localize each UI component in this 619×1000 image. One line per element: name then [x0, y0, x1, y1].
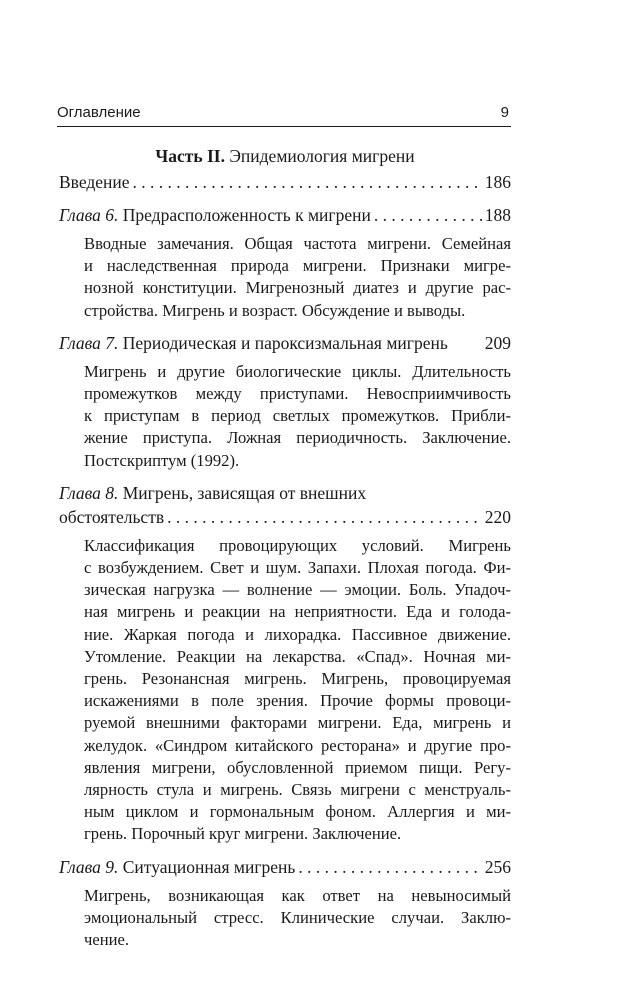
chapter-8: [59, 481, 511, 846]
chapter-title: Ситуационная мигрень: [122, 856, 296, 877]
summary-line: ным циклом и гормональным фоном. Аллергия и ми-: [84, 802, 511, 822]
running-head-title: Оглавление: [57, 104, 141, 121]
part-heading: [59, 144, 511, 168]
chapter-summary: [84, 361, 511, 472]
summary-line: жение приступа. Ложная периодичность. Заключение.: [84, 428, 511, 448]
chapter-9: [59, 855, 511, 952]
summary-line: грень. Резонансная мигрень. Мигрень, провоцируемая: [84, 669, 511, 689]
summary-line: стройства. Мигрень и возраст. Обсуждение и выводы.: [84, 300, 466, 320]
summary-line: руемой внешними факторами мигрени. Еда, мигрень и: [84, 713, 511, 733]
chapter-7: [59, 331, 511, 472]
toc-entry-chapter-6[interactable]: [59, 203, 511, 227]
summary-line: нозной конституции. Мигренозный диатез и другие рас-: [84, 278, 511, 298]
summary-line: ние. Жаркая погода и лихорадка. Пассивное движение.: [84, 624, 511, 644]
part-label: Часть II.: [155, 146, 225, 166]
summary-line: Вводные замечания. Общая частота мигрени. Семейная: [84, 234, 511, 253]
chapter-title: Мигрень, зависящая от внешних: [122, 482, 367, 503]
toc-entry-title: Введение: [59, 172, 130, 192]
toc-entry-intro[interactable]: [59, 170, 511, 194]
dot-leader: [133, 170, 482, 194]
dot-leader: [298, 855, 481, 879]
toc-entry-chapter-7[interactable]: [59, 331, 511, 355]
toc-entry-page: 186: [484, 172, 511, 192]
summary-line: искажениями в поле зрения. Прочие формы провоци-: [84, 691, 511, 711]
summary-line: ная мигрень и реакции на неприятности. Еда и голода-: [84, 602, 511, 622]
summary-line: и наследственная природа мигрени. Признаки мигре-: [84, 256, 511, 276]
chapter-label: Глава 6.: [59, 205, 119, 225]
chapter-page: 220: [484, 506, 511, 527]
chapter-page: 256: [484, 856, 511, 877]
chapter-label: Глава 7.: [59, 332, 119, 353]
page-number: 9: [500, 104, 509, 121]
toc-entry-chapter-8-line1[interactable]: [59, 481, 511, 505]
toc-entry-chapter-8-line2[interactable]: [59, 505, 511, 529]
summary-line: желудок. «Синдром китайского ресторана» и другие про-: [84, 735, 511, 755]
dot-leader: [167, 505, 482, 529]
chapter-title-continued: обстоятельств: [59, 506, 165, 527]
summary-line: Постскриптум (1992).: [84, 450, 240, 470]
summary-line: явления мигрени, обусловленной приемом пищи. Регу-: [84, 757, 511, 777]
summary-line: промежутков между приступами. Невосприимчивость: [84, 384, 511, 404]
header-rule: [57, 126, 511, 127]
chapter-6: [59, 203, 511, 322]
summary-line: к приступам в период светлых промежутков. Прибли-: [84, 406, 511, 426]
dot-leader: [374, 203, 482, 227]
summary-line: Утомление. Реакции на лекарства. «Спад». Ночная ми-: [84, 646, 511, 666]
summary-line: Мигрень, возникающая как ответ на невыносимый: [84, 885, 511, 905]
summary-line: с возбуждением. Свет и шум. Запахи. Плохая погода. Фи-: [84, 558, 511, 578]
chapter-label: Глава 8.: [59, 482, 119, 503]
part-title: Эпидемиология мигрени: [229, 146, 415, 166]
chapter-label: Глава 9.: [59, 856, 119, 877]
toc-content: [59, 144, 511, 951]
summary-line: эмоциональный стресс. Клинические случаи. Заклю-: [84, 907, 511, 927]
chapter-page: 209: [484, 332, 511, 353]
summary-line: чение.: [84, 930, 129, 950]
chapter-summary: [84, 535, 511, 846]
running-head: [57, 104, 509, 121]
summary-line: грень. Порочный круг мигрени. Заключение.: [84, 824, 402, 844]
chapter-title: Предрасположенность к мигрени: [122, 205, 371, 225]
summary-line: Мигрень и другие биологические циклы. Длительность: [84, 361, 511, 381]
summary-line: зическая нагрузка — волнение — эмоции. Боль. Упадоч-: [84, 580, 511, 600]
chapter-title: Периодическая и пароксизмальная мигрень: [122, 332, 448, 353]
chapter-summary: [84, 885, 511, 952]
chapter-page: 188: [484, 205, 511, 225]
summary-line: лярность стула и мигрень. Связь мигрени с менструаль-: [84, 780, 511, 800]
toc-entry-chapter-9[interactable]: [59, 855, 511, 879]
chapter-summary: [84, 233, 511, 322]
summary-line: Классификация провоцирующих условий. Мигрень: [84, 535, 511, 555]
